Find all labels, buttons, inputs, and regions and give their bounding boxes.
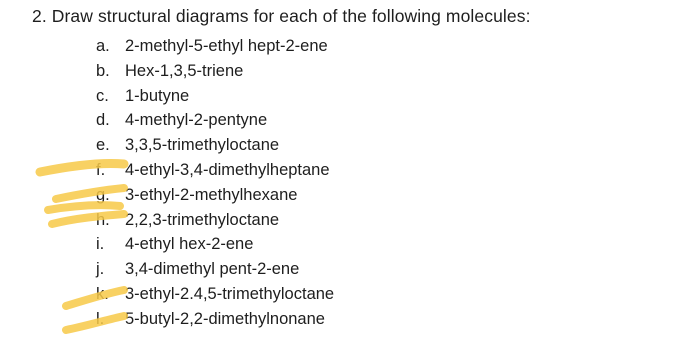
molecule-list bbox=[0, 34, 700, 332]
item-letter: g. bbox=[96, 185, 110, 204]
list-item bbox=[0, 307, 700, 332]
item-letter: c. bbox=[96, 86, 109, 105]
item-text: 3-ethyl-2-methylhexane bbox=[125, 185, 298, 204]
item-letter: b. bbox=[96, 61, 110, 80]
item-text: 3-ethyl-2.4,5-trimethyloctane bbox=[125, 284, 335, 303]
item-letter: j. bbox=[96, 260, 105, 279]
list-item bbox=[0, 59, 700, 84]
item-text: 5-butyl-2,2-dimethylnonane bbox=[125, 309, 325, 328]
list-item bbox=[0, 257, 700, 282]
item-letter: d. bbox=[96, 111, 110, 130]
item-letter: a. bbox=[96, 37, 110, 55]
question-heading: 2. Draw structural diagrams for each of the following molecules: bbox=[32, 6, 531, 26]
list-item bbox=[0, 282, 700, 307]
list-item bbox=[0, 158, 700, 183]
item-text: 2-methyl-5-ethyl hept-2-ene bbox=[125, 37, 328, 55]
list-item bbox=[0, 34, 700, 59]
item-text: 3,3,5-trimethyloctane bbox=[125, 136, 280, 155]
item-text: 2,2,3-trimethyloctane bbox=[125, 210, 280, 229]
item-letter: e. bbox=[96, 136, 110, 155]
list-item bbox=[0, 133, 700, 158]
item-text: 3,4-dimethyl pent-2-ene bbox=[125, 260, 300, 279]
list-item bbox=[0, 183, 700, 208]
list-item bbox=[0, 232, 700, 257]
item-letter: h. bbox=[96, 210, 110, 229]
item-letter: i. bbox=[96, 235, 105, 254]
item-text: 4-ethyl hex-2-ene bbox=[125, 235, 254, 254]
list-item bbox=[0, 208, 700, 233]
item-text: 4-ethyl-3,4-dimethylheptane bbox=[125, 160, 330, 179]
item-text: 1-butyne bbox=[125, 86, 190, 105]
list-item bbox=[0, 84, 700, 109]
list-item bbox=[0, 108, 700, 133]
item-text: 4-methyl-2-pentyne bbox=[125, 111, 268, 130]
item-text: Hex-1,3,5-triene bbox=[125, 61, 244, 80]
item-letter: l. bbox=[96, 309, 105, 328]
item-letter: k. bbox=[96, 284, 109, 303]
item-letter: f. bbox=[96, 160, 106, 179]
